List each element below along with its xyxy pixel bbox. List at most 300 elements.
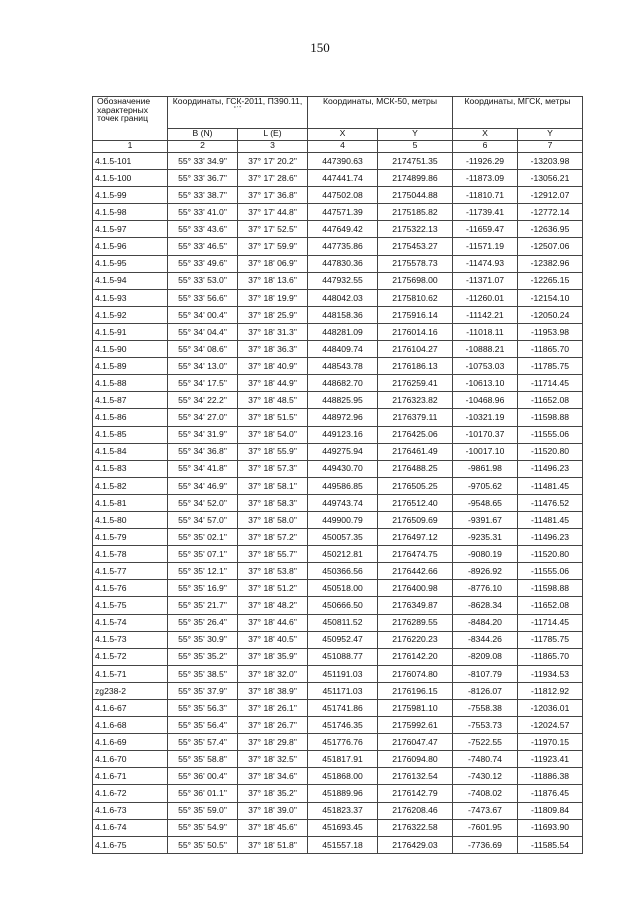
mgsk-y-cell: -11555.06	[518, 563, 583, 580]
longitude-cell: 37° 18' 26.1"	[238, 700, 308, 717]
longitude-cell: 37° 18' 39.0"	[238, 802, 308, 819]
msk-y-cell: 2176497.12	[378, 529, 453, 546]
msk-x-cell: 447390.63	[308, 153, 378, 170]
mgsk-y-cell: -11785.75	[518, 358, 583, 375]
longitude-cell: 37° 17' 36.8"	[238, 187, 308, 204]
mgsk-x-cell: -7553.73	[453, 717, 518, 734]
msk-x-cell: 450057.35	[308, 529, 378, 546]
msk-x-cell: 451693.45	[308, 819, 378, 836]
mgsk-x-cell: -7522.55	[453, 734, 518, 751]
msk-x-cell: 448409.74	[308, 341, 378, 358]
msk-y-cell: 2176047.47	[378, 734, 453, 751]
mgsk-y-cell: -11496.23	[518, 529, 583, 546]
latitude-cell: 55° 33' 41.0"	[168, 204, 238, 221]
msk-x-cell: 450366.56	[308, 563, 378, 580]
column-number: 5	[378, 141, 453, 153]
mgsk-y-cell: -11923.41	[518, 751, 583, 768]
mgsk-y-cell: -13056.21	[518, 170, 583, 187]
mgsk-x-cell: -7430.12	[453, 768, 518, 785]
mgsk-x-cell: -11873.09	[453, 170, 518, 187]
mgsk-y-cell: -11598.88	[518, 409, 583, 426]
mgsk-x-cell: -8484.20	[453, 614, 518, 631]
mgsk-y-cell: -11886.38	[518, 768, 583, 785]
longitude-cell: 37° 18' 51.5"	[238, 409, 308, 426]
mgsk-y-cell: -11520.80	[518, 443, 583, 460]
mgsk-y-cell: -12024.57	[518, 717, 583, 734]
point-id-cell: 4.1.5-101	[93, 153, 168, 170]
mgsk-y-cell: -11555.06	[518, 426, 583, 443]
point-id-cell: 4.1.5-93	[93, 289, 168, 306]
point-id-cell: 4.1.5-84	[93, 443, 168, 460]
table-row	[93, 153, 583, 170]
longitude-cell: 37° 17' 28.6"	[238, 170, 308, 187]
page-number: 150	[310, 40, 330, 55]
point-id-cell: 4.1.5-82	[93, 477, 168, 494]
table-row	[93, 597, 583, 614]
msk-y-cell: 2176142.79	[378, 785, 453, 802]
msk-y-cell: 2176488.25	[378, 460, 453, 477]
msk-x-cell: 447649.42	[308, 221, 378, 238]
point-id-cell: 4.1.6-69	[93, 734, 168, 751]
msk-y-cell: 2176505.25	[378, 477, 453, 494]
mgsk-x-cell: -11142.21	[453, 306, 518, 323]
mgsk-x-cell: -11571.19	[453, 238, 518, 255]
table-row	[93, 648, 583, 665]
msk-y-cell: 2176196.15	[378, 682, 453, 699]
mgsk-x-cell: -8107.79	[453, 665, 518, 682]
msk-x-cell: 450666.50	[308, 597, 378, 614]
msk-y-cell: 2176094.80	[378, 751, 453, 768]
point-id-cell: 4.1.5-100	[93, 170, 168, 187]
longitude-cell: 37° 18' 13.6"	[238, 272, 308, 289]
msk-y-cell: 2176186.13	[378, 358, 453, 375]
point-id-cell: 4.1.5-92	[93, 306, 168, 323]
msk-x-cell: 451191.03	[308, 665, 378, 682]
mgsk-x-cell: -7558.38	[453, 700, 518, 717]
msk-x-cell: 449123.16	[308, 426, 378, 443]
msk-x-cell: 451889.96	[308, 785, 378, 802]
msk-y-cell: 2176259.41	[378, 375, 453, 392]
mgsk-y-cell: -13203.98	[518, 153, 583, 170]
mgsk-y-cell: -11809.84	[518, 802, 583, 819]
point-id-cell: zg238-2	[93, 682, 168, 699]
table-row	[93, 494, 583, 511]
msk-x-cell: 451171.03	[308, 682, 378, 699]
point-id-cell: 4.1.5-74	[93, 614, 168, 631]
latitude-cell: 55° 35' 50.5"	[168, 836, 238, 853]
msk-x-cell: 451817.91	[308, 751, 378, 768]
mgsk-y-cell: -12772.14	[518, 204, 583, 221]
latitude-cell: 55° 34' 08.6"	[168, 341, 238, 358]
latitude-cell: 55° 34' 46.9"	[168, 477, 238, 494]
table-row	[93, 836, 583, 853]
point-id-cell: 4.1.5-81	[93, 494, 168, 511]
mgsk-y-cell: -11652.08	[518, 392, 583, 409]
table-row	[93, 375, 583, 392]
header-sub-msk-y: Y	[378, 129, 453, 141]
longitude-cell: 37° 18' 40.5"	[238, 631, 308, 648]
point-id-cell: 4.1.5-75	[93, 597, 168, 614]
table-row	[93, 511, 583, 528]
latitude-cell: 55° 34' 04.4"	[168, 323, 238, 340]
table-row	[93, 631, 583, 648]
mgsk-y-cell: -12636.95	[518, 221, 583, 238]
msk-y-cell: 2176379.11	[378, 409, 453, 426]
mgsk-x-cell: -7601.95	[453, 819, 518, 836]
mgsk-y-cell: -11714.45	[518, 614, 583, 631]
longitude-cell: 37° 18' 32.5"	[238, 751, 308, 768]
header-mgsk-group: Координаты, МГСК, метры	[453, 97, 583, 129]
msk-y-cell: 2174751.35	[378, 153, 453, 170]
mgsk-x-cell: -9861.98	[453, 460, 518, 477]
longitude-cell: 37° 17' 20.2"	[238, 153, 308, 170]
table-row	[93, 580, 583, 597]
point-id-cell: 4.1.6-72	[93, 785, 168, 802]
mgsk-x-cell: -11018.11	[453, 323, 518, 340]
msk-y-cell: 2176512.40	[378, 494, 453, 511]
latitude-cell: 55° 34' 13.0"	[168, 358, 238, 375]
mgsk-y-cell: -11714.45	[518, 375, 583, 392]
mgsk-x-cell: -11739.41	[453, 204, 518, 221]
msk-y-cell: 2176349.87	[378, 597, 453, 614]
mgsk-x-cell: -11810.71	[453, 187, 518, 204]
latitude-cell: 55° 35' 30.9"	[168, 631, 238, 648]
mgsk-x-cell: -8209.08	[453, 648, 518, 665]
table-row	[93, 734, 583, 751]
mgsk-y-cell: -12050.24	[518, 306, 583, 323]
longitude-cell: 37° 18' 40.9"	[238, 358, 308, 375]
mgsk-y-cell: -12265.15	[518, 272, 583, 289]
point-id-cell: 4.1.6-75	[93, 836, 168, 853]
msk-y-cell: 2176104.27	[378, 341, 453, 358]
latitude-cell: 55° 33' 56.6"	[168, 289, 238, 306]
point-id-cell: 4.1.5-77	[93, 563, 168, 580]
mgsk-x-cell: -7480.74	[453, 751, 518, 768]
mgsk-x-cell: -7736.69	[453, 836, 518, 853]
msk-x-cell: 450212.81	[308, 546, 378, 563]
header-gsk-label: Координаты, ГСК-2011, ПЗ90.11,	[172, 96, 303, 106]
table-row	[93, 614, 583, 631]
table-row	[93, 255, 583, 272]
longitude-cell: 37° 18' 32.0"	[238, 665, 308, 682]
mgsk-x-cell: -8776.10	[453, 580, 518, 597]
point-id-cell: 4.1.5-87	[93, 392, 168, 409]
point-id-cell: 4.1.6-70	[93, 751, 168, 768]
msk-x-cell: 451088.77	[308, 648, 378, 665]
msk-x-cell: 449900.79	[308, 511, 378, 528]
mgsk-x-cell: -10468.96	[453, 392, 518, 409]
point-id-cell: 4.1.6-74	[93, 819, 168, 836]
header-sub-b: B (N)	[168, 129, 238, 141]
mgsk-x-cell: -8628.34	[453, 597, 518, 614]
point-id-cell: 4.1.5-73	[93, 631, 168, 648]
msk-x-cell: 447932.55	[308, 272, 378, 289]
table-row	[93, 665, 583, 682]
table-row	[93, 682, 583, 699]
mgsk-y-cell: -11876.45	[518, 785, 583, 802]
msk-y-cell: 2176289.55	[378, 614, 453, 631]
point-id-cell: 4.1.5-91	[93, 323, 168, 340]
point-id-cell: 4.1.6-68	[93, 717, 168, 734]
table-row	[93, 409, 583, 426]
header-gsk-units: ° ' "	[233, 105, 242, 112]
longitude-cell: 37° 18' 51.8"	[238, 836, 308, 853]
longitude-cell: 37° 18' 29.8"	[238, 734, 308, 751]
latitude-cell: 55° 34' 36.8"	[168, 443, 238, 460]
msk-x-cell: 451823.37	[308, 802, 378, 819]
column-number: 2	[168, 141, 238, 153]
column-number: 6	[453, 141, 518, 153]
column-number: 7	[518, 141, 583, 153]
point-id-cell: 4.1.5-78	[93, 546, 168, 563]
table-row	[93, 306, 583, 323]
msk-y-cell: 2175185.82	[378, 204, 453, 221]
mgsk-x-cell: -10888.21	[453, 341, 518, 358]
msk-y-cell: 2176425.06	[378, 426, 453, 443]
point-id-cell: 4.1.5-94	[93, 272, 168, 289]
longitude-cell: 37° 18' 35.2"	[238, 785, 308, 802]
mgsk-y-cell: -12912.07	[518, 187, 583, 204]
latitude-cell: 55° 35' 35.2"	[168, 648, 238, 665]
point-id-cell: 4.1.6-71	[93, 768, 168, 785]
msk-y-cell: 2175916.14	[378, 306, 453, 323]
table-row	[93, 477, 583, 494]
latitude-cell: 55° 34' 22.2"	[168, 392, 238, 409]
longitude-cell: 37° 18' 38.9"	[238, 682, 308, 699]
msk-x-cell: 451746.35	[308, 717, 378, 734]
msk-x-cell: 451557.18	[308, 836, 378, 853]
column-number: 3	[238, 141, 308, 153]
table-row	[93, 768, 583, 785]
latitude-cell: 55° 34' 57.0"	[168, 511, 238, 528]
longitude-cell: 37° 18' 57.2"	[238, 529, 308, 546]
msk-y-cell: 2176208.46	[378, 802, 453, 819]
msk-x-cell: 448543.78	[308, 358, 378, 375]
mgsk-y-cell: -11693.90	[518, 819, 583, 836]
header-sub-msk-x: X	[308, 129, 378, 141]
msk-x-cell: 447441.74	[308, 170, 378, 187]
point-id-cell: 4.1.5-76	[93, 580, 168, 597]
point-id-cell: 4.1.6-73	[93, 802, 168, 819]
longitude-cell: 37° 18' 25.9"	[238, 306, 308, 323]
table-row	[93, 546, 583, 563]
latitude-cell: 55° 36' 01.1"	[168, 785, 238, 802]
mgsk-x-cell: -10017.10	[453, 443, 518, 460]
point-id-cell: 4.1.5-99	[93, 187, 168, 204]
mgsk-y-cell: -11652.08	[518, 597, 583, 614]
mgsk-x-cell: -8926.92	[453, 563, 518, 580]
mgsk-x-cell: -11371.07	[453, 272, 518, 289]
msk-x-cell: 448825.95	[308, 392, 378, 409]
table-row	[93, 204, 583, 221]
msk-y-cell: 2174899.86	[378, 170, 453, 187]
latitude-cell: 55° 35' 37.9"	[168, 682, 238, 699]
msk-y-cell: 2176442.66	[378, 563, 453, 580]
point-id-cell: 4.1.5-98	[93, 204, 168, 221]
column-number: 4	[308, 141, 378, 153]
point-id-cell: 4.1.5-96	[93, 238, 168, 255]
latitude-cell: 55° 35' 54.9"	[168, 819, 238, 836]
mgsk-y-cell: -12507.06	[518, 238, 583, 255]
msk-x-cell: 449430.70	[308, 460, 378, 477]
latitude-cell: 55° 35' 02.1"	[168, 529, 238, 546]
point-id-cell: 4.1.5-79	[93, 529, 168, 546]
msk-x-cell: 450952.47	[308, 631, 378, 648]
mgsk-x-cell: -10170.37	[453, 426, 518, 443]
msk-x-cell: 451776.76	[308, 734, 378, 751]
longitude-cell: 37° 17' 59.9"	[238, 238, 308, 255]
longitude-cell: 37° 18' 58.3"	[238, 494, 308, 511]
header-point-designation	[93, 97, 168, 141]
longitude-cell: 37° 17' 52.5"	[238, 221, 308, 238]
longitude-cell: 37° 18' 48.5"	[238, 392, 308, 409]
mgsk-y-cell: -11520.80	[518, 546, 583, 563]
point-id-cell: 4.1.5-83	[93, 460, 168, 477]
longitude-cell: 37° 18' 53.8"	[238, 563, 308, 580]
latitude-cell: 55° 35' 12.1"	[168, 563, 238, 580]
msk-y-cell: 2176132.54	[378, 768, 453, 785]
msk-y-cell: 2176014.16	[378, 323, 453, 340]
mgsk-x-cell: -10753.03	[453, 358, 518, 375]
table-row	[93, 238, 583, 255]
table-row	[93, 272, 583, 289]
msk-y-cell: 2176461.49	[378, 443, 453, 460]
msk-x-cell: 448682.70	[308, 375, 378, 392]
mgsk-y-cell: -11934.53	[518, 665, 583, 682]
table-row	[93, 700, 583, 717]
table-row	[93, 563, 583, 580]
table-row	[93, 819, 583, 836]
point-id-cell: 4.1.5-72	[93, 648, 168, 665]
longitude-cell: 37° 18' 58.0"	[238, 511, 308, 528]
longitude-cell: 37° 18' 31.3"	[238, 323, 308, 340]
table-row	[93, 751, 583, 768]
latitude-cell: 55° 34' 31.9"	[168, 426, 238, 443]
longitude-cell: 37° 18' 55.9"	[238, 443, 308, 460]
table-row	[93, 170, 583, 187]
latitude-cell: 55° 34' 52.0"	[168, 494, 238, 511]
point-id-cell: 4.1.5-86	[93, 409, 168, 426]
latitude-cell: 55° 33' 49.6"	[168, 255, 238, 272]
msk-y-cell: 2175992.61	[378, 717, 453, 734]
msk-y-cell: 2176322.58	[378, 819, 453, 836]
latitude-cell: 55° 33' 34.9"	[168, 153, 238, 170]
mgsk-x-cell: -10613.10	[453, 375, 518, 392]
header-gsk-group	[168, 97, 308, 129]
table-row	[93, 529, 583, 546]
msk-y-cell: 2175981.10	[378, 700, 453, 717]
msk-x-cell: 447735.86	[308, 238, 378, 255]
latitude-cell: 55° 35' 07.1"	[168, 546, 238, 563]
mgsk-x-cell: -7473.67	[453, 802, 518, 819]
msk-x-cell: 447571.39	[308, 204, 378, 221]
longitude-cell: 37° 18' 54.0"	[238, 426, 308, 443]
msk-y-cell: 2175044.88	[378, 187, 453, 204]
msk-x-cell: 451868.00	[308, 768, 378, 785]
msk-x-cell: 450518.00	[308, 580, 378, 597]
msk-y-cell: 2175698.00	[378, 272, 453, 289]
header-point-line: точек границ	[97, 113, 148, 124]
longitude-cell: 37° 18' 58.1"	[238, 477, 308, 494]
msk-y-cell: 2175453.27	[378, 238, 453, 255]
msk-x-cell: 451741.86	[308, 700, 378, 717]
longitude-cell: 37° 18' 44.6"	[238, 614, 308, 631]
latitude-cell: 55° 35' 59.0"	[168, 802, 238, 819]
mgsk-y-cell: -12036.01	[518, 700, 583, 717]
mgsk-y-cell: -11481.45	[518, 477, 583, 494]
latitude-cell: 55° 35' 38.5"	[168, 665, 238, 682]
latitude-cell: 55° 35' 58.8"	[168, 751, 238, 768]
msk-x-cell: 449275.94	[308, 443, 378, 460]
mgsk-x-cell: -11474.93	[453, 255, 518, 272]
longitude-cell: 37° 18' 06.9"	[238, 255, 308, 272]
msk-y-cell: 2175322.13	[378, 221, 453, 238]
latitude-cell: 55° 33' 46.5"	[168, 238, 238, 255]
latitude-cell: 55° 35' 56.3"	[168, 700, 238, 717]
latitude-cell: 55° 33' 53.0"	[168, 272, 238, 289]
mgsk-y-cell: -11481.45	[518, 511, 583, 528]
msk-y-cell: 2175578.73	[378, 255, 453, 272]
mgsk-x-cell: -9548.65	[453, 494, 518, 511]
table-row	[93, 460, 583, 477]
latitude-cell: 55° 35' 57.4"	[168, 734, 238, 751]
point-id-cell: 4.1.6-67	[93, 700, 168, 717]
msk-y-cell: 2176429.03	[378, 836, 453, 853]
mgsk-y-cell: -11496.23	[518, 460, 583, 477]
longitude-cell: 37° 18' 57.3"	[238, 460, 308, 477]
latitude-cell: 55° 33' 43.6"	[168, 221, 238, 238]
latitude-cell: 55° 35' 16.9"	[168, 580, 238, 597]
table-row	[93, 443, 583, 460]
msk-y-cell: 2176509.69	[378, 511, 453, 528]
table-row	[93, 358, 583, 375]
mgsk-y-cell: -11953.98	[518, 323, 583, 340]
table-row	[93, 323, 583, 340]
msk-x-cell: 449743.74	[308, 494, 378, 511]
column-number: 1	[93, 141, 168, 153]
longitude-cell: 37° 18' 19.9"	[238, 289, 308, 306]
longitude-cell: 37° 18' 34.6"	[238, 768, 308, 785]
latitude-cell: 55° 35' 56.4"	[168, 717, 238, 734]
msk-x-cell: 449586.85	[308, 477, 378, 494]
mgsk-x-cell: -11926.29	[453, 153, 518, 170]
mgsk-x-cell: -9705.62	[453, 477, 518, 494]
header-point-line: Обозначение	[97, 96, 151, 106]
msk-x-cell: 447830.36	[308, 255, 378, 272]
mgsk-y-cell: -11476.52	[518, 494, 583, 511]
msk-x-cell: 447502.08	[308, 187, 378, 204]
mgsk-x-cell: -11659.47	[453, 221, 518, 238]
longitude-cell: 37° 17' 44.8"	[238, 204, 308, 221]
mgsk-x-cell: -8126.07	[453, 682, 518, 699]
point-id-cell: 4.1.5-90	[93, 341, 168, 358]
latitude-cell: 55° 34' 00.4"	[168, 306, 238, 323]
point-id-cell: 4.1.5-85	[93, 426, 168, 443]
msk-y-cell: 2176074.80	[378, 665, 453, 682]
msk-y-cell: 2175810.62	[378, 289, 453, 306]
longitude-cell: 37° 18' 51.2"	[238, 580, 308, 597]
latitude-cell: 55° 33' 38.7"	[168, 187, 238, 204]
mgsk-y-cell: -11865.70	[518, 648, 583, 665]
mgsk-y-cell: -11970.15	[518, 734, 583, 751]
table-row	[93, 341, 583, 358]
latitude-cell: 55° 34' 17.5"	[168, 375, 238, 392]
mgsk-x-cell: -7408.02	[453, 785, 518, 802]
longitude-cell: 37° 18' 45.6"	[238, 819, 308, 836]
msk-x-cell: 448281.09	[308, 323, 378, 340]
msk-y-cell: 2176323.82	[378, 392, 453, 409]
header-sub-mgsk-y: Y	[518, 129, 583, 141]
